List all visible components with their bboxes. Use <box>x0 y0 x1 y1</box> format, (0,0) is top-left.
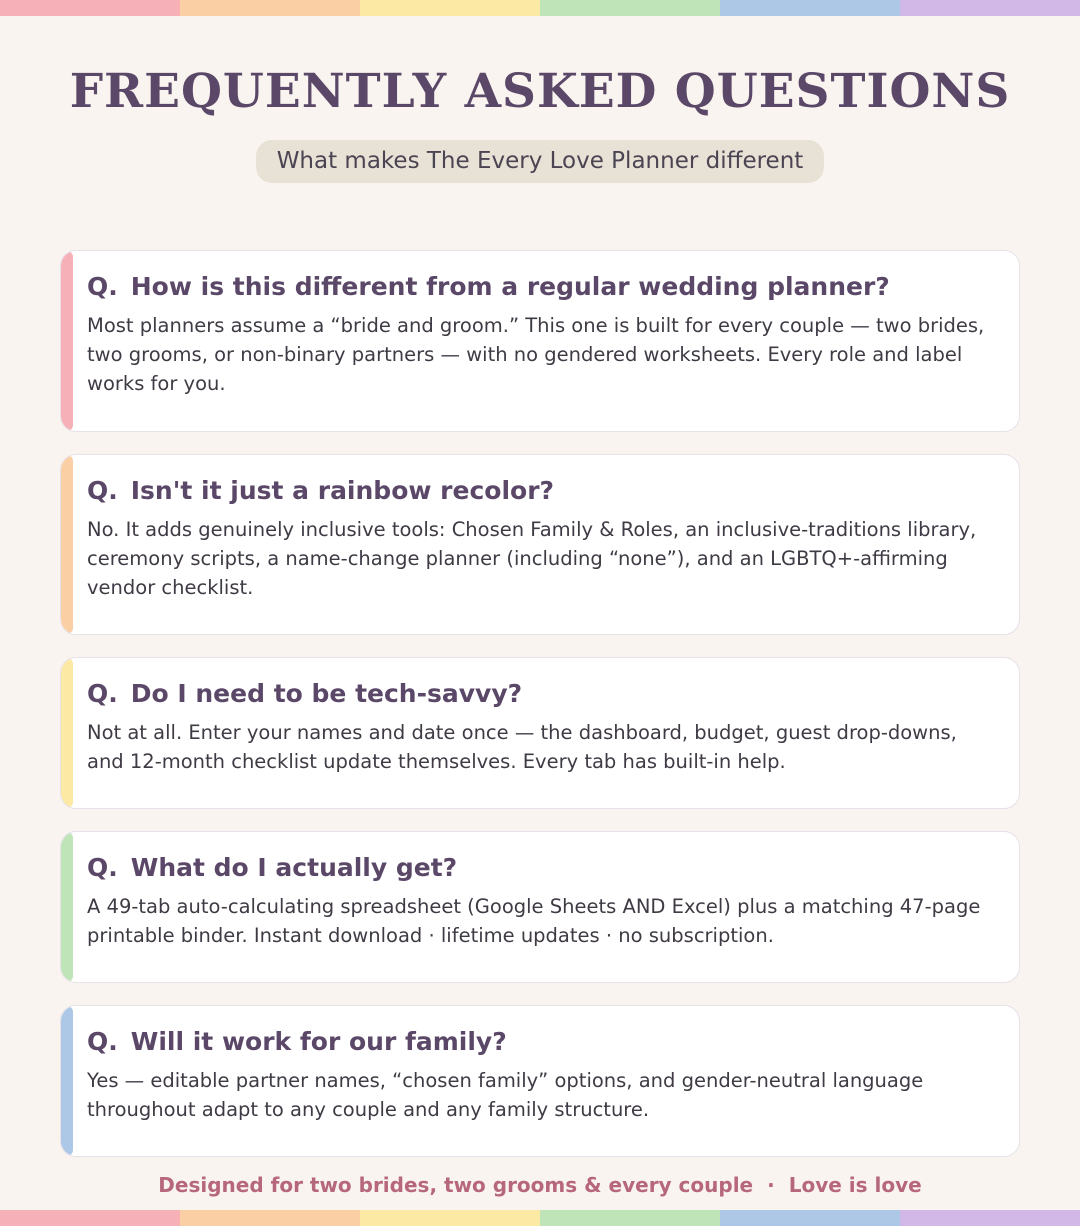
stripe-segment <box>540 1210 720 1226</box>
faq-card <box>60 1005 1020 1157</box>
stripe-segment <box>0 0 180 16</box>
faq-question <box>87 852 995 884</box>
faq-question <box>87 1026 995 1058</box>
stripe-segment <box>900 0 1080 16</box>
stripe-segment <box>180 1210 360 1226</box>
q-label: Q. <box>87 853 118 882</box>
faq-question <box>87 475 995 507</box>
q-label: Q. <box>87 476 118 505</box>
q-label: Q. <box>87 1027 118 1056</box>
faq-question <box>87 271 995 303</box>
stripe-segment <box>900 1210 1080 1226</box>
card-accent-bar <box>61 658 73 808</box>
stripe-segment <box>720 1210 900 1226</box>
faq-answer: Not at all. Enter your names and date once — the dashboard, budget, guest drop-downs, and 12-month checklist update themselves. Every tab has built-in help. <box>87 721 957 773</box>
faq-card <box>60 454 1020 635</box>
card-accent-bar <box>61 832 73 982</box>
page-title: FREQUENTLY ASKED QUESTIONS <box>69 64 1011 119</box>
question-text: Will it work for our family? <box>130 1027 507 1056</box>
faq-list <box>60 250 1020 1179</box>
footer-text-love: Love is love <box>788 1173 922 1197</box>
faq-answer: A 49-tab auto-calculating spreadsheet (Google Sheets AND Excel) plus a matching 47-page printable binder. Instant download · lifetime updates · no subscription. <box>87 895 981 947</box>
footer-separator: · <box>767 1173 775 1197</box>
card-accent-bar <box>61 1006 73 1156</box>
stripe-segment <box>0 1210 180 1226</box>
stripe-segment <box>360 0 540 16</box>
q-label: Q. <box>87 679 118 708</box>
question-text: How is this different from a regular wedding planner? <box>130 272 890 301</box>
footer-tagline <box>0 1173 1080 1197</box>
stripe-segment <box>540 0 720 16</box>
stripe-segment <box>180 0 360 16</box>
card-accent-bar <box>61 455 73 634</box>
rainbow-stripe-bottom <box>0 1210 1080 1226</box>
faq-answer: Yes — editable partner names, “chosen family” options, and gender-neutral language throughout adapt to any couple and any family structure. <box>87 1069 924 1121</box>
faq-card <box>60 657 1020 809</box>
card-accent-bar <box>61 251 73 431</box>
stripe-segment <box>720 0 900 16</box>
question-text: What do I actually get? <box>130 853 458 882</box>
faq-card <box>60 831 1020 983</box>
subtitle-container <box>0 140 1080 183</box>
faq-card <box>60 250 1020 432</box>
rainbow-stripe-top <box>0 0 1080 16</box>
faq-question <box>87 678 995 710</box>
question-text: Do I need to be tech-savvy? <box>130 679 523 708</box>
stripe-segment <box>360 1210 540 1226</box>
faq-answer: Most planners assume a “bride and groom.” This one is built for every couple — two brides, two grooms, or non-binary partners — with no gendered worksheets. Every role and label works for you. <box>87 314 985 395</box>
question-text: Isn't it just a rainbow recolor? <box>130 476 555 505</box>
q-label: Q. <box>87 272 118 301</box>
footer-text: Designed for two brides, two grooms & every couple <box>158 1173 754 1197</box>
subtitle-pill: What makes The Every Love Planner different <box>256 140 825 183</box>
faq-answer: No. It adds genuinely inclusive tools: Chosen Family & Roles, an inclusive-traditions library, ceremony scripts, a name-change planner (including “none”), and an LGBTQ+-affirming vendor checklist. <box>87 518 977 599</box>
